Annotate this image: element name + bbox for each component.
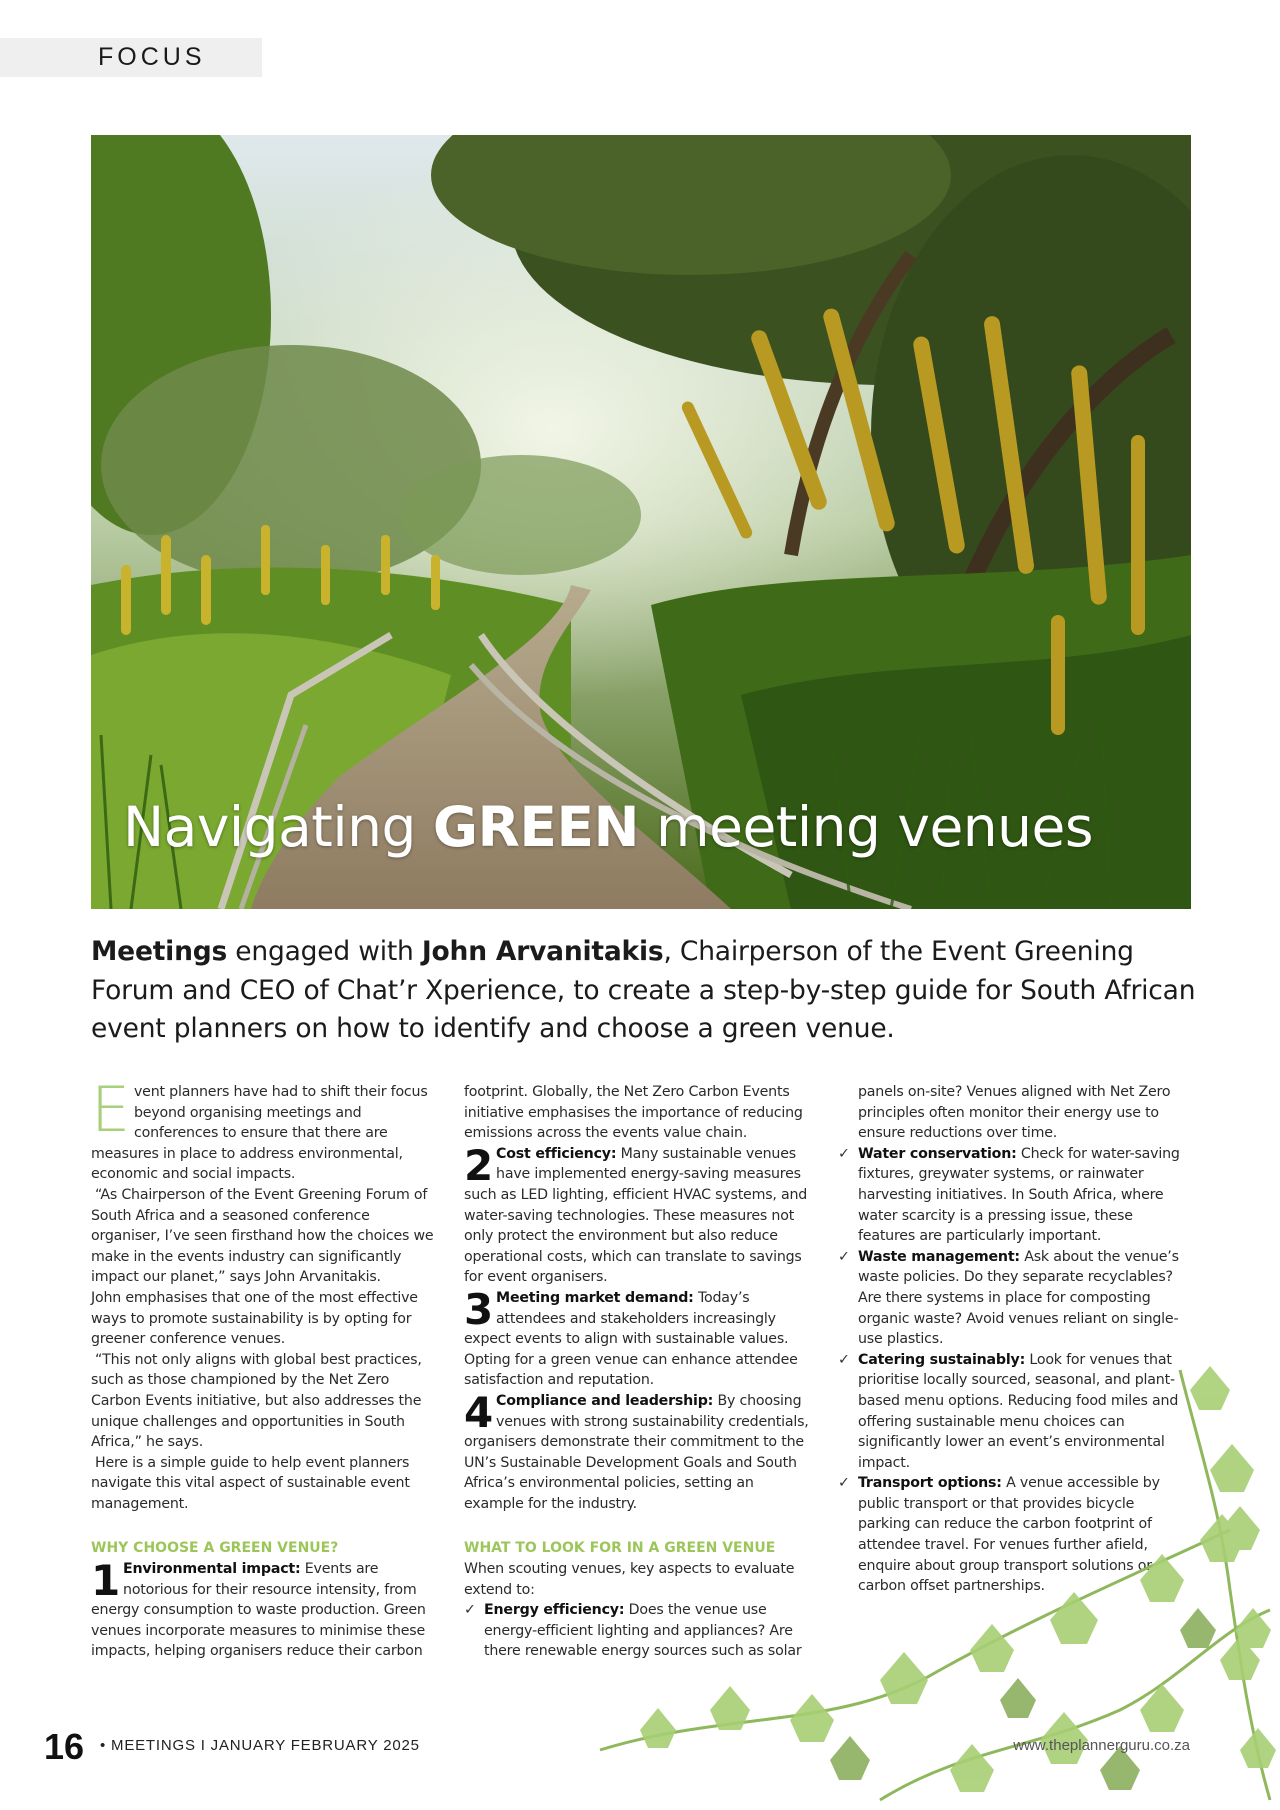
checklist-intro: When scouting venues, key aspects to evaluate extend to: — [464, 1561, 795, 1598]
section-tab — [0, 38, 262, 77]
garden-path-illustration — [91, 135, 1191, 909]
item-title: Cost efficiency: — [496, 1145, 617, 1162]
item-title: Meeting market demand: — [496, 1289, 694, 1306]
subhead-what: WHAT TO LOOK FOR IN A GREEN VENUE — [464, 1540, 776, 1557]
item-number: 3 — [464, 1284, 494, 1334]
item-number: 1 — [91, 1556, 121, 1606]
check-text: Check for water-saving fixtures, greywater systems, or rainwater harvesting initiatives. In South Africa, where water scarcity is a pressing issue, these features are particularly important. — [858, 1145, 1180, 1245]
check-text: Look for venues that prioritise locally sourced, seasonal, and plant-based menu options. Reducing food miles and offering sustainable menu choices can significantly lower an event’s environmental impact. — [858, 1351, 1179, 1471]
paragraph-4: “This not only aligns with global best practices, such as those championed by the Net Zero Carbon Events initiative, but also addresses the unique challenges and opportunities in South Africa,” he says. — [91, 1351, 422, 1451]
item-title: Environmental impact: — [123, 1561, 301, 1578]
paragraph-2: “As Chairperson of the Event Greening Forum of South Africa and a seasoned conference organiser, I’ve seen firsthand how the choices we make in the events industry can significantly impact our planet,” says John Arvanitakis. — [91, 1186, 434, 1286]
item-text: Many sustainable venues have implemented energy-saving measures such as LED lighting, efficient HVAC systems, and water-saving technologies. These measures not only protect the environment but also reduce operational costs, which can translate to savings for event organisers. — [464, 1145, 808, 1286]
paragraph-1: vent planners have had to shift their focus beyond organising meetings and conferences to ensure that there are measures in place to address environmental, economic and social impacts. — [91, 1084, 428, 1183]
standfirst — [91, 933, 1201, 1049]
subhead-why: WHY CHOOSE A GREEN VENUE? — [91, 1540, 339, 1557]
check-item-water — [838, 1144, 1188, 1247]
item-title: Compliance and leadership: — [496, 1392, 714, 1409]
magazine-issue: • MEETINGS I JANUARY FEBRUARY 2025 — [100, 1737, 420, 1754]
standfirst-bold-1: Meetings — [91, 936, 228, 967]
check-text: A venue accessible by public transport or that provides bicycle parking can reduce the carbon footprint of attendee travel. For venues further afield, enquire about group transport solutions or carbon offset partnerships. — [858, 1475, 1160, 1595]
check-text: Does the venue use energy-efficient lighting and appliances? Are there renewable energy sources such as solar — [484, 1602, 802, 1660]
numbered-item-2 — [464, 1140, 814, 1288]
check-icon: ✓ — [838, 1145, 850, 1162]
standfirst-text-2: , Chairperson of the Event Greening Forum and CEO of Chat’r Xperience, to create a step-by-step guide for South African event planners on how to identify and choose a green venue. — [91, 936, 1196, 1045]
hero-image — [91, 135, 1191, 909]
paragraph-3: John emphasises that one of the most effective ways to promote sustainability is by opting for greener conference venues. — [91, 1289, 418, 1348]
item-text: Events are notorious for their resource intensity, from energy consumption to waste production. Green venues incorporate measures to minimise these impacts, helping organisers reduce their carbon — [91, 1561, 426, 1660]
paragraph-continued: footprint. Globally, the Net Zero Carbon Events initiative emphasises the importance of reducing emissions across the events value chain. — [464, 1084, 803, 1142]
drop-cap: E — [91, 1073, 130, 1146]
check-title: Water conservation: — [858, 1145, 1017, 1162]
website-url: www.theplannerguru.co.za — [1013, 1737, 1190, 1754]
check-icon: ✓ — [838, 1351, 850, 1368]
headline-post: meeting venues — [639, 795, 1093, 859]
headline-bold: GREEN — [432, 795, 640, 859]
section-label: FOCUS — [98, 43, 206, 71]
check-icon: ✓ — [838, 1248, 850, 1265]
check-title: Transport options: — [858, 1475, 1002, 1492]
item-number: 2 — [464, 1140, 494, 1190]
check-icon: ✓ — [464, 1602, 476, 1619]
article-column-1 — [91, 1073, 441, 1662]
intro-paragraph — [91, 1073, 441, 1185]
headline — [123, 795, 1093, 859]
check-icon: ✓ — [838, 1475, 850, 1492]
page-number: 16 — [44, 1726, 85, 1767]
headline-pre: Navigating — [123, 795, 433, 859]
paragraph-continued: panels on-site? Venues aligned with Net Zero principles often monitor their energy use to ensure reductions over time. — [858, 1084, 1171, 1142]
item-text: Today’s attendees and stakeholders increasingly expect events to align with sustainable values. Opting for a green venue can enhance attendee satisfaction and reputation. — [464, 1289, 798, 1389]
numbered-item-1 — [91, 1556, 441, 1662]
check-title: Catering sustainably: — [858, 1351, 1026, 1368]
standfirst-text-1: engaged with — [227, 936, 422, 967]
check-text: Ask about the venue’s waste policies. Do they separate recyclables? Are there systems in place for composting organic waste? Avoid venues reliant on single-use plastics. — [858, 1248, 1179, 1348]
paragraph-5: Here is a simple guide to help event planners navigate this vital aspect of sustainable event management. — [91, 1454, 410, 1512]
item-number: 4 — [464, 1387, 494, 1437]
standfirst-bold-2: John Arvanitakis — [421, 936, 664, 967]
check-title: Waste management: — [858, 1248, 1020, 1265]
item-text: By choosing venues with strong sustainability credentials, organisers demonstrate their commitment to the UN’s Sustainable Development Goals and South Africa’s environmental policies, setting an example for the industry. — [464, 1392, 809, 1512]
check-title: Energy efficiency: — [484, 1602, 625, 1619]
